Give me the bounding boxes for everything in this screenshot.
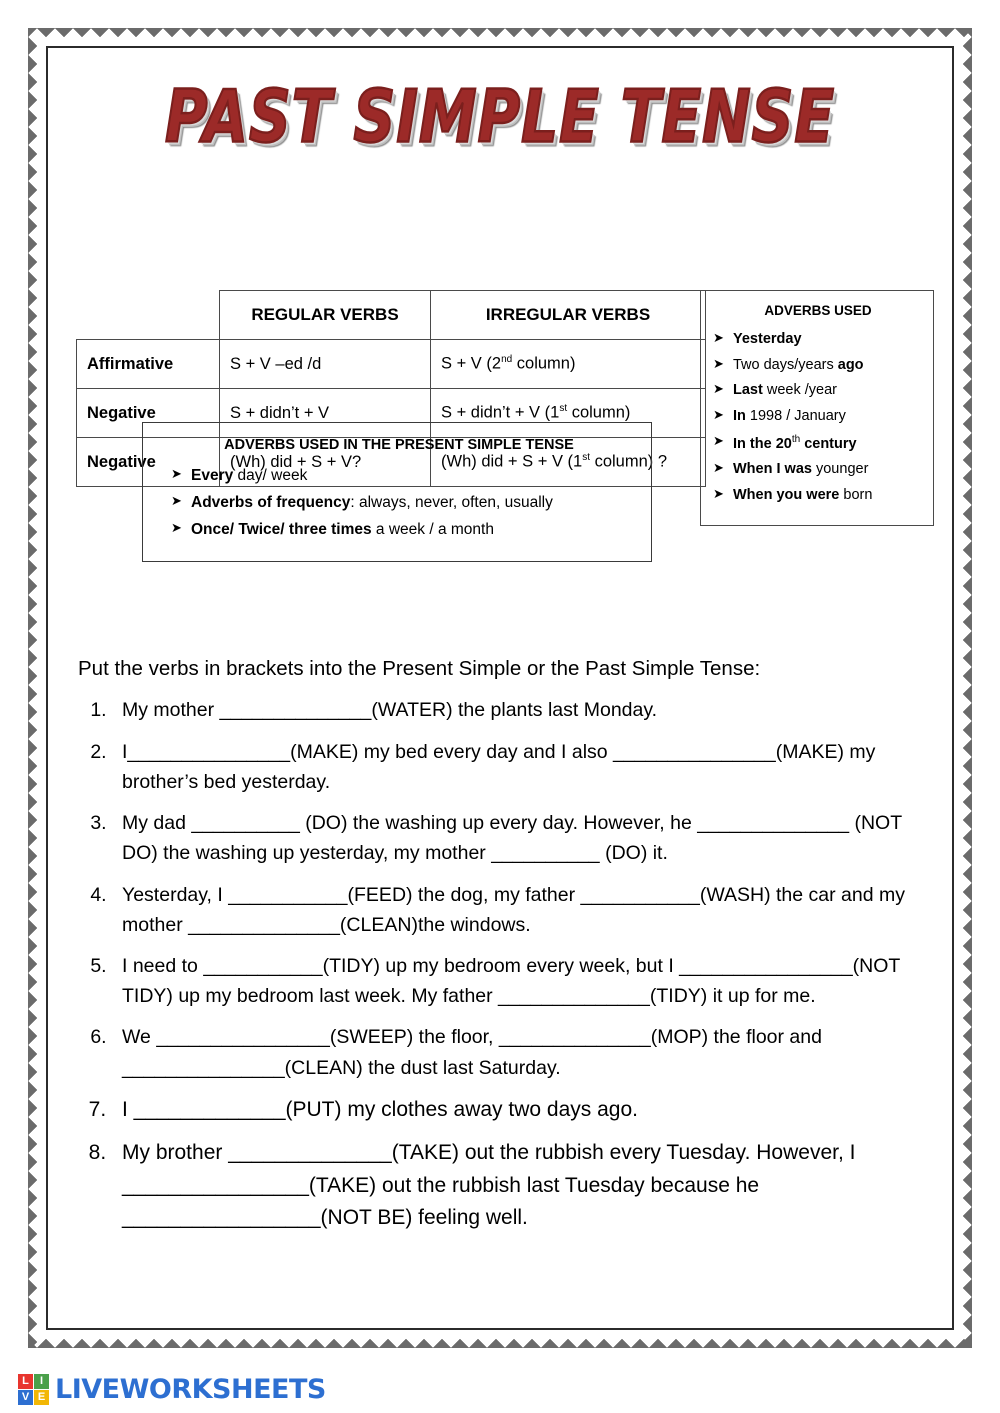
list-item-text: younger — [811, 461, 869, 478]
frame-edge-right — [954, 28, 972, 1348]
list-item[interactable]: 5. I need to ___________(TIDY) up my bedroom every week, but I ________________(NOT TIDY) up my bedroom last week. My father ______________(TIDY) it up for me. — [112, 951, 934, 1011]
present-simple-adverbs-list — [157, 467, 641, 538]
arrow-bullet-icon: ➤ — [171, 519, 182, 535]
list-item[interactable]: 1. My mother ______________(WATER) the plants last Monday. — [112, 695, 934, 725]
adverbs-used-box — [700, 290, 934, 526]
arrow-bullet-icon: ➤ — [171, 492, 182, 508]
list-item — [711, 382, 925, 399]
arrow-bullet-icon: ➤ — [713, 485, 724, 501]
cell-negative-regular: S + didn’t + V — [220, 389, 431, 438]
list-item-pretext: Two days/years — [733, 356, 838, 373]
table-row — [77, 340, 706, 389]
list-item-bold2: century — [800, 435, 857, 452]
arrow-bullet-icon: ➤ — [713, 460, 724, 476]
list-item-text: day/ week — [233, 467, 308, 484]
logo-letter-i: I — [34, 1374, 49, 1389]
present-simple-adverbs-title: ADVERBS USED IN THE PRESENT SIMPLE TENSE — [224, 437, 574, 453]
frame-edge-left — [28, 28, 46, 1348]
list-item — [711, 331, 925, 348]
list-item[interactable]: 4. Yesterday, I ___________(FEED) the dog, my father ___________(WASH) the car and my mother ______________(CLEAN)the windows. — [112, 880, 934, 940]
list-item-bold: In — [733, 408, 746, 425]
list-item-bold: Yesterday — [733, 331, 802, 347]
column-header-irregular: IRREGULAR VERBS — [431, 291, 706, 340]
page-title: PAST SIMPLE TENSE — [164, 74, 836, 159]
list-item-bold: Last — [733, 382, 763, 399]
adverbs-used-title: ADVERBS USED — [764, 303, 872, 318]
list-item[interactable]: 6. We ________________(SWEEP) the floor, ______________(MOP) the floor and _______________(CLEAN) the dust last Saturday. — [112, 1022, 934, 1082]
column-header-regular: REGULAR VERBS — [220, 291, 431, 340]
row-label-interrogative: Negative — [77, 438, 220, 487]
liveworksheets-logo-icon — [18, 1374, 49, 1405]
list-item-sup: th — [791, 433, 801, 445]
liveworksheets-brand-text: LIVEWORKSHEETS — [55, 1374, 326, 1405]
list-item[interactable]: 2. I_______________(MAKE) my bed every day and I also _______________(MAKE) my brother’s bed yesterday. — [112, 737, 934, 797]
logo-letter-v: V — [18, 1390, 33, 1405]
cell-text-sup: nd — [501, 354, 513, 366]
list-item-text: born — [839, 486, 873, 503]
list-item — [711, 461, 925, 478]
arrow-bullet-icon: ➤ — [713, 355, 724, 371]
list-item-bold: Every — [191, 467, 234, 484]
cell-text-sup: st — [582, 452, 590, 464]
list-item[interactable]: 7. I _____________(PUT) my clothes away two days ago. — [112, 1094, 934, 1127]
exercise-instructions: Put the verbs in brackets into the Present Simple or the Past Simple Tense: — [78, 657, 761, 681]
list-item-bold: ago — [837, 356, 864, 373]
row-label-affirmative: Affirmative — [77, 340, 220, 389]
liveworksheets-footer — [18, 1374, 326, 1405]
list-item-text: week /year — [762, 382, 837, 399]
list-item — [711, 357, 925, 374]
list-item-bold: In the 20 — [733, 435, 792, 452]
exercise-question-list — [66, 695, 934, 1235]
list-item-bold: Adverbs of frequency — [191, 493, 351, 511]
logo-letter-l: L — [18, 1374, 33, 1389]
cell-text-post: column) ? — [590, 452, 668, 471]
list-item-text: 1998 / January — [745, 408, 846, 425]
present-simple-adverbs-box — [142, 422, 652, 562]
list-item — [711, 487, 925, 504]
list-item-text: : always, never, often, usually — [350, 493, 553, 511]
cell-affirmative-irregular — [431, 340, 706, 389]
cell-affirmative-regular: S + V –ed /d — [220, 340, 431, 389]
frame-edge-bottom — [28, 1330, 972, 1348]
arrow-bullet-icon: ➤ — [713, 407, 724, 423]
cell-text-pre: S + V (2 — [441, 354, 502, 373]
list-item — [157, 467, 641, 485]
arrow-bullet-icon: ➤ — [713, 330, 724, 345]
row-label-negative: Negative — [77, 389, 220, 438]
arrow-bullet-icon: ➤ — [171, 466, 182, 481]
arrow-bullet-icon: ➤ — [713, 432, 724, 448]
table-corner-cell — [77, 291, 220, 340]
adverbs-used-list — [711, 331, 925, 504]
logo-letter-e: E — [34, 1390, 49, 1405]
list-item-text: a week / a month — [371, 520, 494, 538]
cell-text-post: column) — [512, 354, 576, 373]
list-item-bold: When I was — [733, 461, 812, 478]
cell-text-pre: S + didn’t + V (1 — [441, 403, 560, 422]
table-header-row — [77, 291, 706, 340]
cell-question-regular: (Wh) did + S + V? — [220, 438, 431, 487]
list-item-bold: Once/ Twice/ three times — [191, 520, 372, 538]
list-item — [157, 521, 641, 539]
frame-edge-top — [28, 28, 972, 46]
list-item[interactable]: 8. My brother ______________(TAKE) out the rubbish every Tuesday. However, I ________________(TAKE) out the rubbish last Tuesday because he _________________(NOT BE) feeling well. — [112, 1137, 934, 1235]
cell-text-post: column) — [567, 403, 631, 422]
cell-text-sup: st — [559, 403, 568, 415]
list-item-bold: When you were — [733, 486, 840, 503]
list-item — [157, 494, 641, 512]
worksheet-content — [52, 50, 948, 1326]
list-item[interactable]: 3. My dad __________ (DO) the washing up every day. However, he ______________ (NOT DO) the washing up yesterday, my mother __________ (DO) it. — [112, 808, 934, 868]
cell-text-pre: (Wh) did + S + V (1 — [441, 452, 583, 471]
list-item — [711, 408, 925, 425]
list-item — [711, 434, 925, 453]
arrow-bullet-icon: ➤ — [713, 381, 724, 397]
